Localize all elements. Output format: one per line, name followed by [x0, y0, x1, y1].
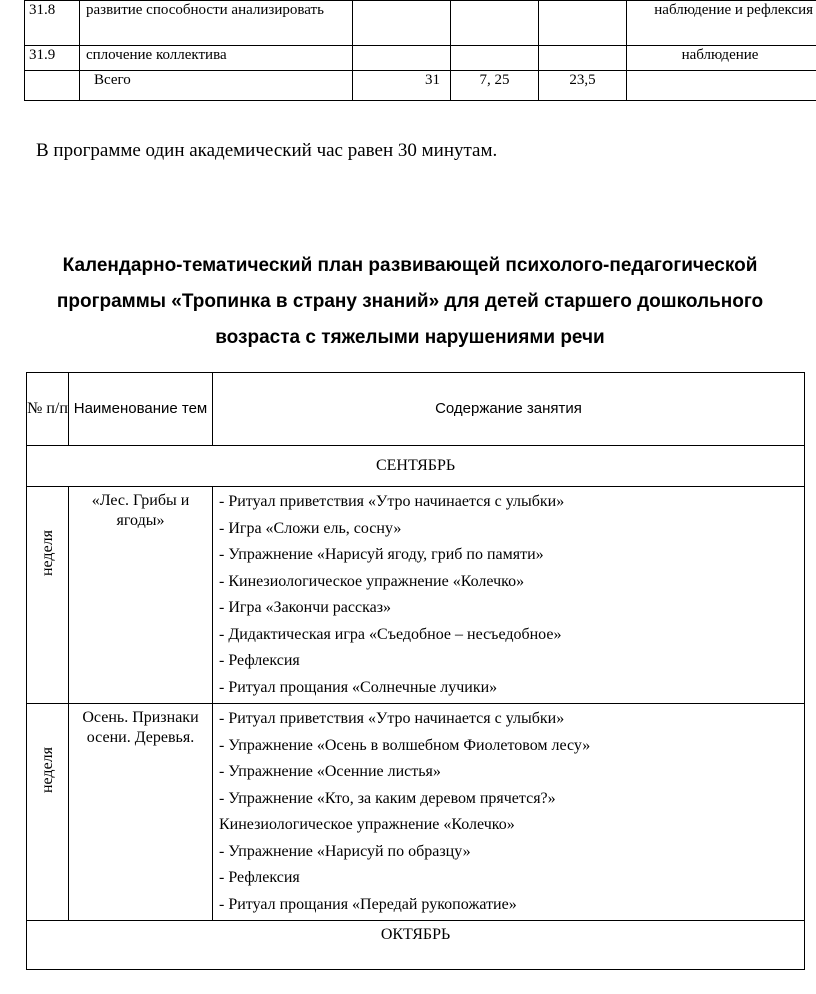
topic-name: «Лес. Грибы и ягоды» [69, 487, 213, 704]
list-item: - Рефлексия [219, 652, 300, 669]
summary-table [24, 0, 816, 101]
row-number: 31.9 [25, 46, 80, 71]
topic-name: Осень. Признаки осени. Деревья. [69, 704, 213, 921]
academic-hour-note: В программе один академический час равен 30 минутам. [36, 140, 498, 161]
week-cell [27, 487, 69, 704]
list-item: - Ритуал прощания «Передай рукопожатие» [219, 895, 517, 913]
month-label: СЕНТЯБРЬ [27, 446, 805, 487]
plan-table [26, 372, 805, 970]
table-row [25, 1, 816, 46]
table-row [25, 46, 816, 71]
row-theory: 7, 25 [451, 71, 539, 101]
plan-title [40, 248, 780, 356]
week-row [27, 704, 805, 921]
row-name: развитие способности анализировать [80, 1, 353, 46]
plan-title-line: программы «Тропинка в страну знаний» для детей старшего дошкольного [56, 291, 764, 312]
list-item: - Упражнение «Осенние листья» [219, 763, 441, 780]
list-item: - Игра «Сложи ель, сосну» [219, 519, 402, 537]
list-item: - Упражнение «Нарисуй ягоду, гриб по памяти» [219, 546, 544, 563]
row-theory [451, 46, 539, 71]
month-row [27, 921, 805, 970]
plan-title-line: Календарно-тематический план развивающей психолого-педагогической [62, 255, 758, 276]
week-cell [27, 704, 69, 921]
row-theory [451, 1, 539, 46]
row-total: 31 [353, 71, 451, 101]
list-item: - Упражнение «Нарисуй по образцу» [219, 842, 471, 860]
plan-title-line: возраста с тяжелыми нарушениями речи [215, 327, 605, 348]
row-name: Всего [80, 71, 353, 101]
row-control-form: наблюдение [627, 46, 816, 71]
row-total [353, 46, 451, 71]
header-row [27, 373, 805, 446]
list-item: - Ритуал приветствия «Утро начинается с улыбки» [219, 710, 565, 727]
row-practice [539, 46, 627, 71]
list-item: - Упражнение «Осень в волшебном Фиолетовом лесу» [219, 736, 591, 754]
month-label: ОКТЯБРЬ [27, 921, 805, 970]
week-label: неделя [38, 746, 56, 794]
row-number: 31.8 [25, 1, 80, 46]
lesson-content [213, 487, 805, 704]
list-item: - Игра «Закончи рассказ» [219, 599, 392, 616]
list-item: - Рефлексия [219, 869, 300, 886]
list-item: - Ритуал прощания «Солнечные лучики» [219, 678, 498, 696]
list-item: - Ритуал приветствия «Утро начинается с улыбки» [219, 493, 565, 510]
row-control-form: наблюдение и рефлексия [627, 1, 816, 46]
row-total [353, 1, 451, 46]
list-item: - Кинезиологическое упражнение «Колечко» [219, 572, 525, 590]
week-label: неделя [38, 529, 56, 577]
header-topic: Наименование тем [69, 373, 213, 446]
header-content: Содержание занятия [213, 373, 805, 446]
row-practice: 23,5 [539, 71, 627, 101]
table-row [25, 71, 816, 101]
row-control-form [627, 71, 816, 101]
header-number: № п/п [27, 373, 69, 446]
row-name: сплочение коллектива [80, 46, 353, 71]
list-item: - Дидактическая игра «Съедобное – несъедобное» [219, 625, 562, 643]
row-practice [539, 1, 627, 46]
week-row [27, 487, 805, 704]
lesson-content [213, 704, 805, 921]
list-item: - Упражнение «Кто, за каким деревом прячется?» [219, 789, 556, 807]
row-number [25, 71, 80, 101]
list-item: Кинезиологическое упражнение «Колечко» [219, 816, 515, 833]
month-row [27, 446, 805, 487]
